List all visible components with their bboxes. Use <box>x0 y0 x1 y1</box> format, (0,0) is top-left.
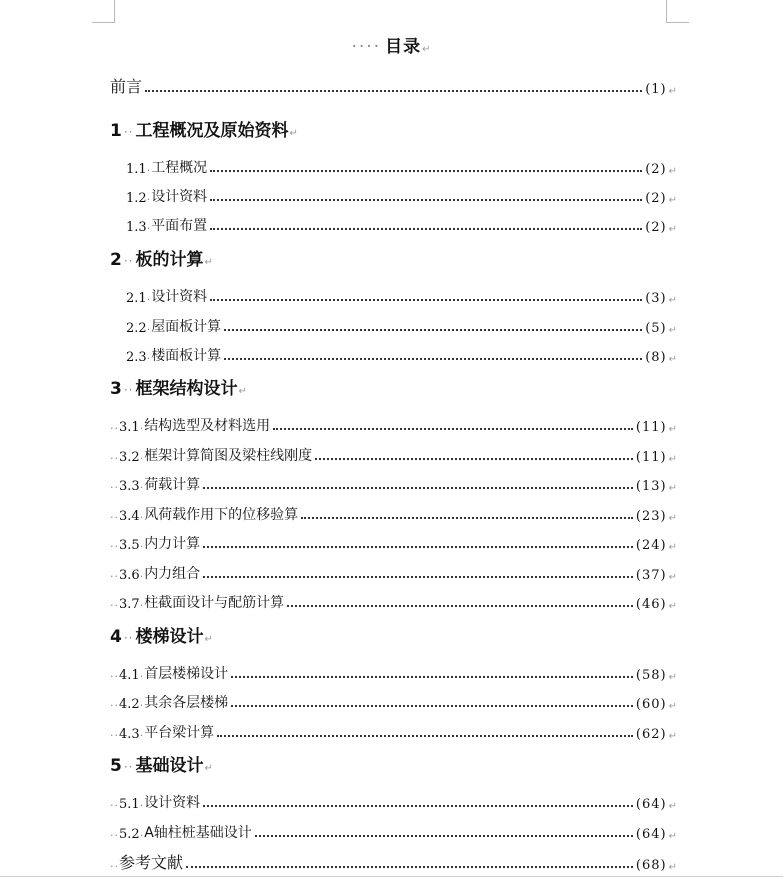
dot-leader <box>203 805 633 807</box>
toc-entry-preface[interactable]: 前言 (1) ↵ <box>110 75 677 97</box>
toc-chapter-1[interactable]: 1 ·· 工程概况及原始资料↵ <box>110 121 298 141</box>
dot-leader <box>145 90 642 92</box>
page-bottom-edge <box>0 876 783 877</box>
toc-entry[interactable]: ·· 3.3 · 荷载计算 (13) ↵ <box>110 477 677 494</box>
toc-entry[interactable]: 1.1 · 工程概况 (2) ↵ <box>126 160 677 177</box>
toc-entry[interactable]: 2.2 · 屋面板计算 (5) ↵ <box>126 319 677 336</box>
dot-leader <box>255 835 633 837</box>
toc-entry[interactable]: ·· 5.2 · A轴柱桩基础设计 (64) ↵ <box>110 825 677 842</box>
page-corner-mark-left <box>92 0 115 23</box>
dot-leader <box>273 428 633 430</box>
toc-title: ···· 目录↵ <box>351 37 432 57</box>
entry-label: 前言 <box>110 77 143 96</box>
dot-leader <box>210 228 642 230</box>
toc-chapter-4[interactable]: 4 ·· 楼梯设计↵ <box>110 627 213 647</box>
dot-leader <box>210 170 642 172</box>
toc-entry-references[interactable]: ·· 参考文献 (68) ↵ <box>110 851 677 873</box>
dot-leader <box>203 546 633 548</box>
dot-leader <box>210 299 642 301</box>
toc-chapter-5[interactable]: 5 ·· 基础设计↵ <box>110 756 213 776</box>
toc-entry[interactable]: ·· 3.2 · 框架计算简图及梁柱线刚度 (11) ↵ <box>110 448 677 465</box>
dot-leader <box>224 358 642 360</box>
dot-leader <box>210 199 642 201</box>
page-corner-mark-right <box>666 0 689 23</box>
toc-entry[interactable]: ·· 3.7 · 柱截面设计与配筋计算 (46) ↵ <box>110 595 677 612</box>
dot-leader <box>186 866 633 868</box>
entry-page: (68) <box>635 858 667 873</box>
dot-leader <box>203 576 633 578</box>
dot-leader <box>231 676 633 678</box>
dot-leader <box>287 605 633 607</box>
toc-entry[interactable]: ·· 4.2 · 其余各层楼梯 (60) ↵ <box>110 695 677 712</box>
toc-entry[interactable]: 1.2 · 设计资料 (2) ↵ <box>126 189 677 206</box>
toc-entry[interactable]: ·· 3.5 · 内力计算 (24) ↵ <box>110 536 677 553</box>
toc-entry[interactable]: ·· 4.3 · 平台梁计算 (62) ↵ <box>110 725 677 742</box>
entry-label: 参考文献 <box>119 853 184 872</box>
dot-leader <box>315 458 633 460</box>
toc-chapter-3[interactable]: 3 ·· 框架结构设计↵ <box>110 379 247 399</box>
dot-leader <box>231 705 633 707</box>
dot-leader <box>203 487 633 489</box>
toc-entry[interactable]: 1.3 · 平面布置 (2) ↵ <box>126 218 677 235</box>
toc-entry[interactable]: 2.3 · 楼面板计算 (8) ↵ <box>126 348 677 365</box>
toc-entry[interactable]: ·· 3.4 · 风荷载作用下的位移验算 (23) ↵ <box>110 507 677 524</box>
entry-page: (1) <box>645 82 667 97</box>
dot-leader <box>217 735 633 737</box>
toc-entry[interactable]: ·· 3.1 · 结构选型及材料选用 (11) ↵ <box>110 418 677 435</box>
toc-entry[interactable]: ·· 3.6 · 内力组合 (37) ↵ <box>110 566 677 583</box>
toc-entry[interactable]: ·· 5.1 · 设计资料 (64) ↵ <box>110 795 677 812</box>
dot-leader <box>301 517 633 519</box>
toc-entry[interactable]: 2.1 · 设计资料 (3) ↵ <box>126 289 677 306</box>
toc-entry[interactable]: ·· 4.1 · 首层楼梯设计 (58) ↵ <box>110 666 677 683</box>
dot-leader <box>224 329 642 331</box>
toc-chapter-2[interactable]: 2 ·· 板的计算↵ <box>110 250 213 270</box>
